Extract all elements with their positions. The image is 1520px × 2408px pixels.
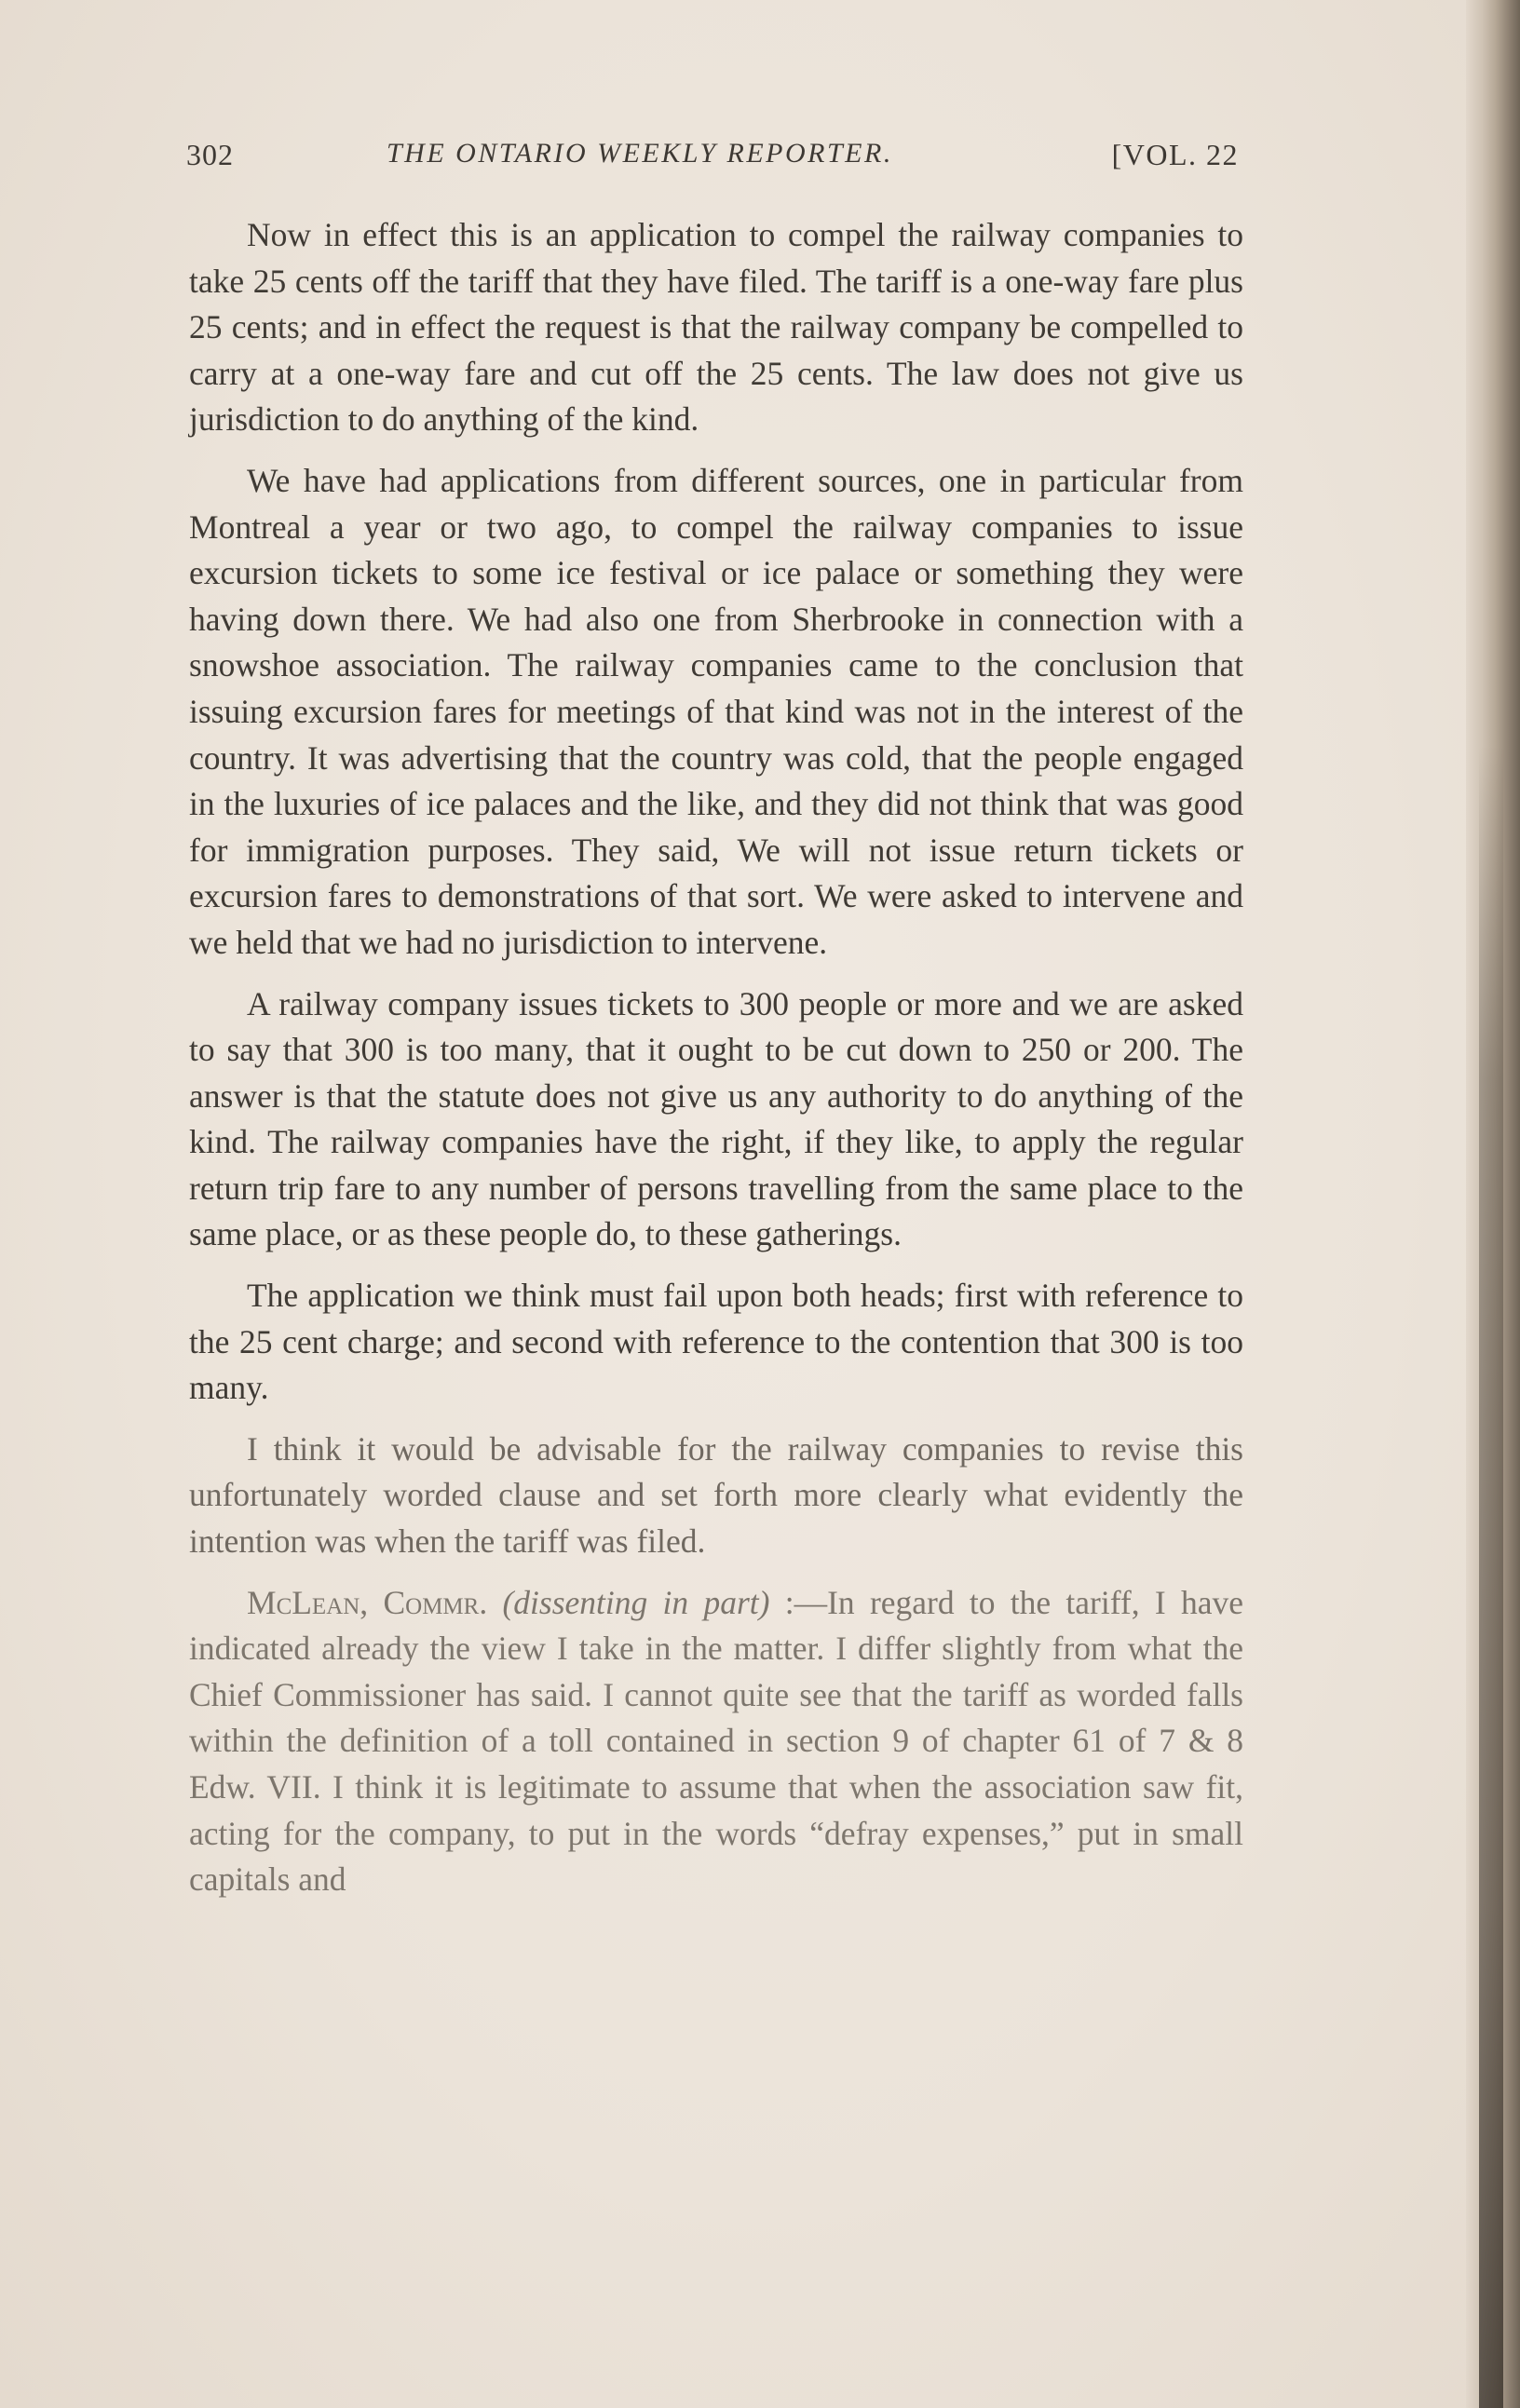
paragraph: I think it would be advisable for the railway companies to revise this unfortunately worded clause and set forth more clearly what evidently the intention was when the tariff was filed. xyxy=(189,1429,1243,1561)
page-number: 302 xyxy=(186,138,234,171)
paragraph: A railway company issues tickets to 300 people or more and we are asked to say that 300 is too many, that it ought to be cut down to 250 or 200. The answer is that the statute does not give us any authority to do anything of the kind. The railway companies have the right, if they like, to apply the regular return trip fare to any number of persons travelling from the same place to the same place, or as these people do, to these gatherings. xyxy=(189,984,1243,1253)
paragraph: We have had applications from different sources, one in particular from Montreal a year or two ago, to compel the railway companies to issue excursion tickets to some ice festival or ice palace or something they were having down there. We had also one from Sherbrooke in connection with a snowshoe association. The railway companies came to the conclusion that issuing excursion fares for meetings of that kind was not in the interest of the country. It was advertising that the country was cold, that the people engaged in the luxuries of ice palaces and the like, and they did not think that was good for immigration purposes. They said, We will not issue return tickets or excursion fares to demonstrations of that sort. We were asked to intervene and we held that we had no jurisdiction to intervene. xyxy=(189,461,1243,961)
speaker-name: McLean, Commr. xyxy=(247,1583,488,1621)
paragraph-text: :—In regard to the tariff, I have indicated already the view I take in the matter. I differ slightly from what the Chief Commissioner has said. I cannot quite see that the tariff as worded falls within the definition of a toll contained in section 9 of chapter 61 of 7 & 8 Edw. VII. I think it is legitimate to assume that when the association saw fit, acting for the company, to put in the words “defray expenses,” put in small capitals and xyxy=(189,1583,1243,1899)
speaker-qualifier: (dissenting in part) xyxy=(502,1583,770,1621)
page-header xyxy=(186,138,1239,184)
body-text xyxy=(189,212,1243,1918)
paragraph: The application we think must fail upon both heads; first with reference to the 25 cent charge; and second with reference to the contention that 300 is too many. xyxy=(189,1277,1243,1407)
page-edge-shadow xyxy=(1479,745,1503,2408)
running-title: THE ONTARIO WEEKLY REPORTER. xyxy=(387,138,893,169)
volume-label: [VOL. 22 xyxy=(1111,138,1239,171)
paragraph: Now in effect this is an application to compel the railway companies to take 25 cents off the tariff that they have filed. The tariff is a one-way fare plus 25 cents; and in effect the request is that the railway company be compelled to carry at a one-way fare and cut off the 25 cents. The law does not give us jurisdiction to do anything of the kind. xyxy=(189,216,1243,439)
paragraph-dissent xyxy=(189,1580,1243,1903)
